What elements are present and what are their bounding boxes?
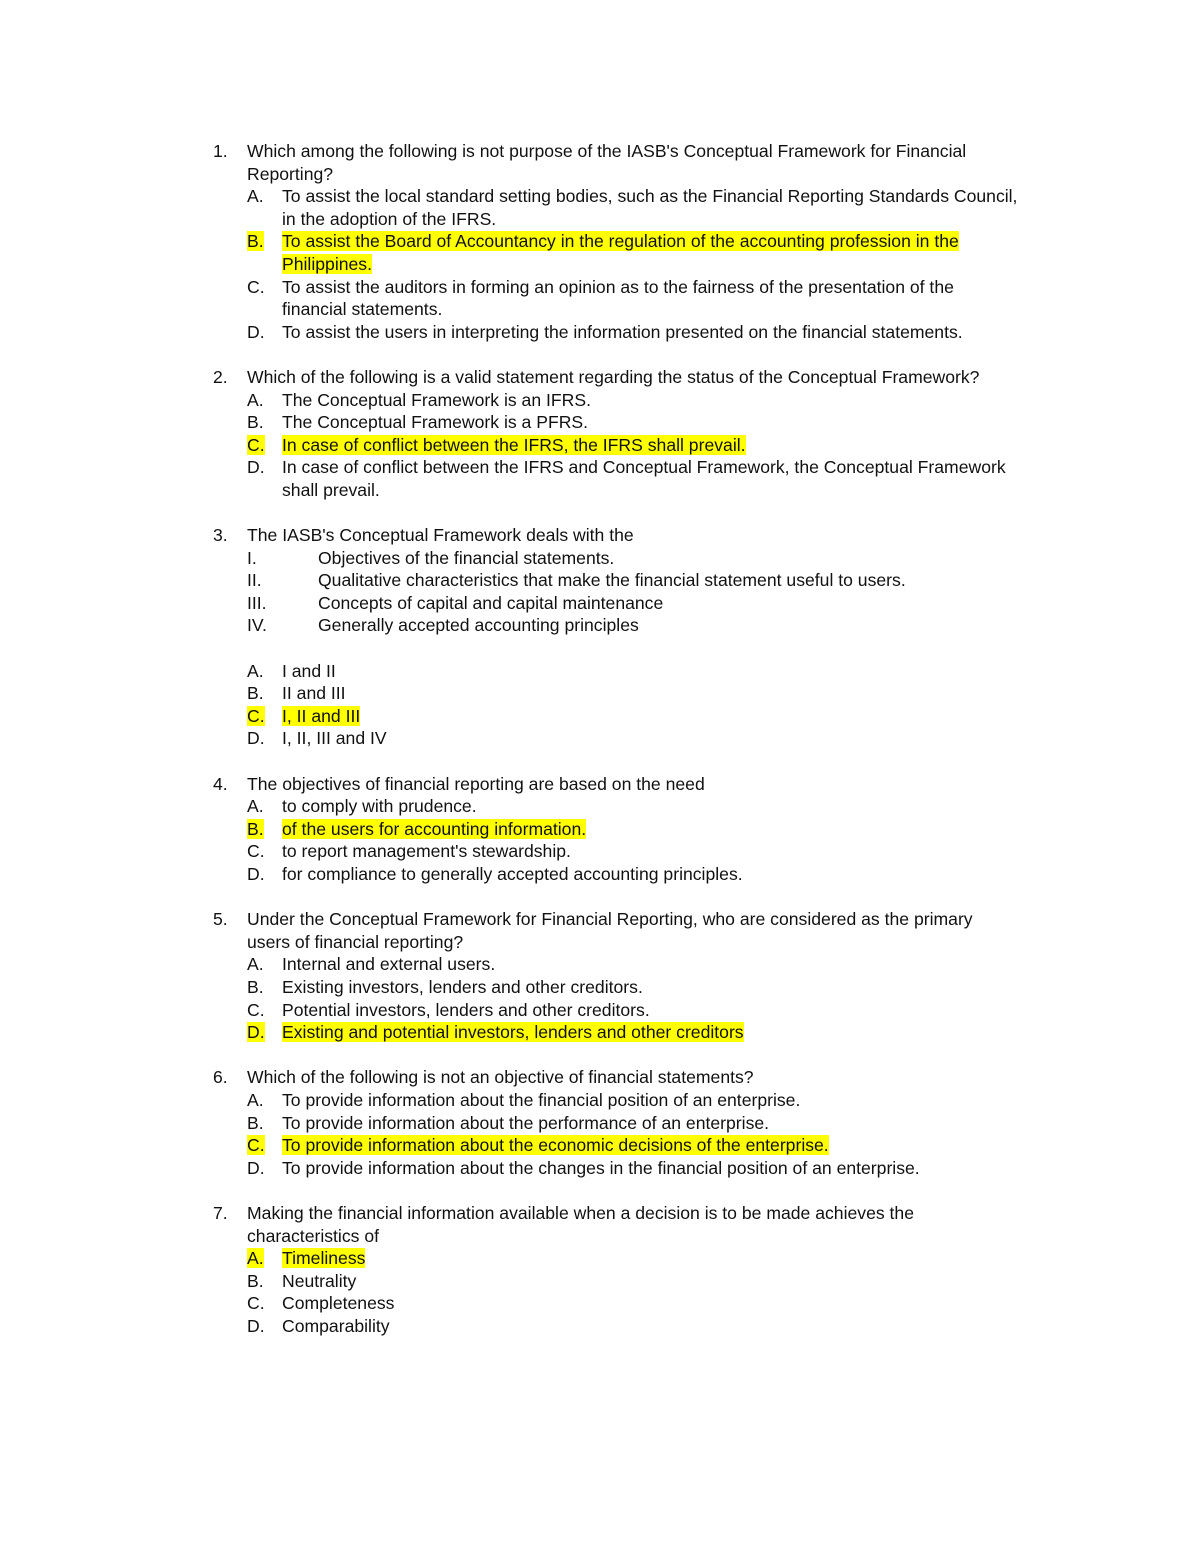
option-text — [282, 999, 1020, 1022]
option-text-content: To assist the auditors in forming an opinion as to the fairness of the presentation of the financial statements. — [282, 276, 954, 320]
option-letter — [247, 953, 282, 976]
option-text — [282, 1292, 1020, 1315]
roman-numeral-list — [247, 547, 1020, 637]
answer-options — [247, 1089, 1020, 1179]
option-letter — [247, 1134, 282, 1157]
question-number — [200, 140, 247, 163]
option-text — [282, 1157, 1020, 1180]
question-stem — [200, 1066, 1020, 1089]
option-letter-text: B. — [247, 976, 264, 997]
spacer — [200, 637, 1020, 660]
answer-option — [247, 795, 1020, 818]
question-stem — [200, 524, 1020, 547]
answer-option — [247, 1112, 1020, 1135]
option-letter — [247, 705, 282, 728]
answer-option-highlighted — [247, 1021, 1020, 1044]
roman-item-text: Generally accepted accounting principles — [318, 615, 639, 636]
option-text-content: To assist the local standard setting bodies, such as the Financial Reporting Standards Council, in the adoption of the IFRS. — [282, 186, 1018, 229]
question-2 — [200, 366, 1020, 502]
option-letter — [247, 795, 282, 818]
option-letter-text: D. — [247, 457, 265, 478]
option-letter-text: C. — [247, 705, 265, 726]
roman-numeral: III. — [247, 592, 267, 613]
question-number-text: 3. — [213, 525, 228, 546]
option-letter — [247, 682, 282, 705]
answer-option — [247, 321, 1020, 344]
option-letter — [247, 1021, 282, 1044]
question-3 — [200, 524, 1020, 750]
question-text: Making the financial information available when a decision is to be made achieves the characteristics of — [247, 1202, 914, 1246]
option-text — [282, 727, 1020, 750]
answer-option — [247, 999, 1020, 1022]
question-number-text: 5. — [213, 909, 228, 930]
option-letter-text: A. — [247, 186, 264, 207]
option-letter — [247, 1292, 282, 1315]
roman-item-text: Concepts of capital and capital maintenance — [318, 592, 664, 613]
question-number — [200, 366, 247, 389]
answer-option — [247, 389, 1020, 412]
question-6 — [200, 1066, 1020, 1179]
answer-option — [247, 276, 1020, 321]
question-number — [200, 1066, 247, 1089]
option-letter — [247, 389, 282, 412]
option-text-content: The Conceptual Framework is an IFRS. — [282, 389, 591, 410]
roman-item — [247, 569, 1020, 592]
option-text-content: To provide information about the changes in the financial position of an enterprise. — [282, 1157, 920, 1178]
answer-option — [247, 976, 1020, 999]
option-letter — [247, 1157, 282, 1180]
option-letter-text: A. — [247, 389, 264, 410]
option-letter — [247, 434, 282, 457]
option-text — [282, 863, 1020, 886]
option-text-content: Neutrality — [282, 1270, 357, 1291]
option-text — [282, 976, 1020, 999]
option-text-content: Existing and potential investors, lenders and other creditors — [282, 1022, 744, 1043]
option-text — [282, 1021, 1020, 1044]
option-text-content: Internal and external users. — [282, 954, 496, 975]
option-text-content: Potential investors, lenders and other creditors. — [282, 999, 650, 1020]
option-letter — [247, 863, 282, 886]
roman-numeral: I. — [247, 547, 257, 568]
option-letter-text: A. — [247, 954, 264, 975]
option-text-content: In case of conflict between the IFRS, the IFRS shall prevail. — [282, 434, 746, 455]
answer-option — [247, 1292, 1020, 1315]
option-text — [282, 1089, 1020, 1112]
roman-item — [247, 614, 1020, 637]
answer-option — [247, 185, 1020, 230]
option-text — [282, 1270, 1020, 1293]
option-text — [282, 1112, 1020, 1135]
option-letter-text: A. — [247, 660, 264, 681]
option-text-content: I and II — [282, 660, 336, 681]
question-text: Which of the following is a valid statement regarding the status of the Conceptual Framework? — [247, 366, 980, 387]
question-list — [200, 140, 1020, 1360]
question-4 — [200, 773, 1020, 886]
option-text — [282, 795, 1020, 818]
option-text — [282, 705, 1020, 728]
option-letter-text: A. — [247, 1089, 264, 1110]
option-letter-text: B. — [247, 818, 264, 839]
question-number-text: 7. — [213, 1202, 228, 1223]
answer-option-highlighted — [247, 705, 1020, 728]
roman-numeral: IV. — [247, 615, 267, 636]
option-text — [282, 660, 1020, 683]
option-text-content: The Conceptual Framework is a PFRS. — [282, 412, 589, 433]
option-letter — [247, 1270, 282, 1293]
option-letter — [247, 1247, 282, 1270]
question-stem — [200, 773, 1020, 796]
option-text — [282, 276, 1020, 321]
option-text-content: To provide information about the economic decisions of the enterprise. — [282, 1135, 829, 1156]
answer-option — [247, 1157, 1020, 1180]
option-text-content: To assist the users in interpreting the information presented on the financial statements. — [282, 321, 963, 342]
option-letter-text: B. — [247, 683, 264, 704]
option-text-content: Comparability — [282, 1315, 390, 1336]
option-text-content: To assist the Board of Accountancy in the regulation of the accounting profession in the Philippines. — [282, 231, 959, 274]
question-number-text: 2. — [213, 366, 228, 387]
roman-item-text: Qualitative characteristics that make the financial statement useful to users. — [318, 570, 906, 591]
option-letter-text: C. — [247, 841, 265, 862]
option-letter — [247, 276, 282, 299]
option-letter-text: C. — [247, 999, 265, 1020]
option-letter — [247, 660, 282, 683]
option-text — [282, 682, 1020, 705]
question-1 — [200, 140, 1020, 343]
answer-options — [247, 953, 1020, 1043]
option-letter — [247, 999, 282, 1022]
option-letter-text: C. — [247, 276, 265, 297]
answer-option-highlighted — [247, 230, 1020, 275]
option-letter-text: C. — [247, 1135, 265, 1156]
answer-options — [247, 1247, 1020, 1337]
answer-option-highlighted — [247, 1247, 1020, 1270]
question-stem — [200, 908, 1020, 953]
option-text — [282, 1247, 1020, 1270]
option-letter-text: D. — [247, 1157, 265, 1178]
option-letter — [247, 411, 282, 434]
option-letter — [247, 1089, 282, 1112]
option-letter-text: D. — [247, 321, 265, 342]
question-stem — [200, 366, 1020, 389]
option-text — [282, 1134, 1020, 1157]
option-text-content: I, II and III — [282, 705, 361, 726]
question-number — [200, 773, 247, 796]
question-text: Under the Conceptual Framework for Financial Reporting, who are considered as the primary users of financial reporting? — [247, 909, 973, 952]
option-letter-text: B. — [247, 412, 264, 433]
question-number — [200, 1202, 247, 1225]
option-text-content: for compliance to generally accepted accounting principles. — [282, 864, 743, 884]
answer-options — [247, 389, 1020, 502]
option-text-content: to report management's stewardship. — [282, 841, 571, 862]
option-text — [282, 321, 1020, 344]
question-text: The objectives of financial reporting are based on the need — [247, 773, 705, 794]
option-text-content: Completeness — [282, 1293, 395, 1314]
answer-options — [247, 795, 1020, 885]
answer-option — [247, 863, 1020, 886]
answer-option-highlighted — [247, 434, 1020, 457]
option-text-content: To provide information about the performance of an enterprise. — [282, 1112, 770, 1133]
question-number-text: 4. — [213, 773, 228, 794]
option-text-content: of the users for accounting information. — [282, 818, 587, 839]
answer-options — [247, 185, 1020, 343]
roman-item — [247, 547, 1020, 570]
question-number-text: 6. — [213, 1067, 228, 1088]
option-letter — [247, 321, 282, 344]
option-text — [282, 185, 1020, 230]
option-text — [282, 840, 1020, 863]
option-letter-text: B. — [247, 1270, 264, 1291]
option-letter-text: B. — [247, 1112, 264, 1133]
answer-option — [247, 682, 1020, 705]
option-letter-text: B. — [247, 231, 264, 252]
option-letter-text: C. — [247, 1293, 265, 1314]
option-letter-text: C. — [247, 434, 265, 455]
option-text — [282, 230, 1020, 275]
answer-option — [247, 411, 1020, 434]
answer-options — [247, 660, 1020, 750]
option-text-content: To provide information about the financial position of an enterprise. — [282, 1089, 801, 1110]
question-number-text: 1. — [213, 141, 228, 161]
question-stem — [200, 1202, 1020, 1247]
option-letter-text: D. — [247, 1022, 265, 1043]
option-letter — [247, 727, 282, 750]
option-text — [282, 1315, 1020, 1338]
answer-option — [247, 456, 1020, 501]
option-letter-text: A. — [247, 796, 264, 817]
option-letter — [247, 976, 282, 999]
question-number — [200, 908, 247, 931]
option-letter-text: D. — [247, 728, 265, 749]
option-text — [282, 434, 1020, 457]
question-text: Which among the following is not purpose of the IASB's Conceptual Framework for Financial Reporting? — [247, 141, 967, 184]
option-text-content: In case of conflict between the IFRS and Conceptual Framework, the Conceptual Framework shall prevail. — [282, 457, 1006, 500]
answer-option — [247, 1089, 1020, 1112]
question-stem — [200, 140, 1020, 185]
answer-option — [247, 1315, 1020, 1338]
question-7 — [200, 1202, 1020, 1338]
option-letter — [247, 1112, 282, 1135]
roman-numeral: II. — [247, 570, 262, 591]
option-letter-text: D. — [247, 864, 265, 884]
option-text-content: Timeliness — [282, 1248, 366, 1269]
question-text: Which of the following is not an objective of financial statements? — [247, 1067, 754, 1088]
question-5 — [200, 908, 1020, 1044]
answer-option — [247, 660, 1020, 683]
option-text — [282, 953, 1020, 976]
answer-option — [247, 953, 1020, 976]
option-letter-text: D. — [247, 1315, 265, 1336]
option-letter — [247, 456, 282, 479]
question-number — [200, 524, 247, 547]
option-text-content: I, II, III and IV — [282, 728, 387, 749]
answer-option-highlighted — [247, 818, 1020, 841]
answer-option — [247, 1270, 1020, 1293]
option-letter — [247, 185, 282, 208]
option-letter — [247, 230, 282, 253]
option-text — [282, 389, 1020, 412]
roman-item — [247, 592, 1020, 615]
answer-option — [247, 840, 1020, 863]
option-letter — [247, 818, 282, 841]
answer-option — [247, 727, 1020, 750]
option-letter-text: A. — [247, 1248, 264, 1269]
option-text — [282, 818, 1020, 841]
option-text — [282, 411, 1020, 434]
question-text: The IASB's Conceptual Framework deals with the — [247, 525, 634, 546]
option-text — [282, 456, 1020, 501]
option-letter — [247, 840, 282, 863]
roman-item-text: Objectives of the financial statements. — [318, 547, 615, 568]
option-letter — [247, 1315, 282, 1338]
option-text-content: to comply with prudence. — [282, 796, 477, 817]
option-text-content: II and III — [282, 683, 346, 704]
answer-option-highlighted — [247, 1134, 1020, 1157]
option-text-content: Existing investors, lenders and other creditors. — [282, 976, 643, 997]
